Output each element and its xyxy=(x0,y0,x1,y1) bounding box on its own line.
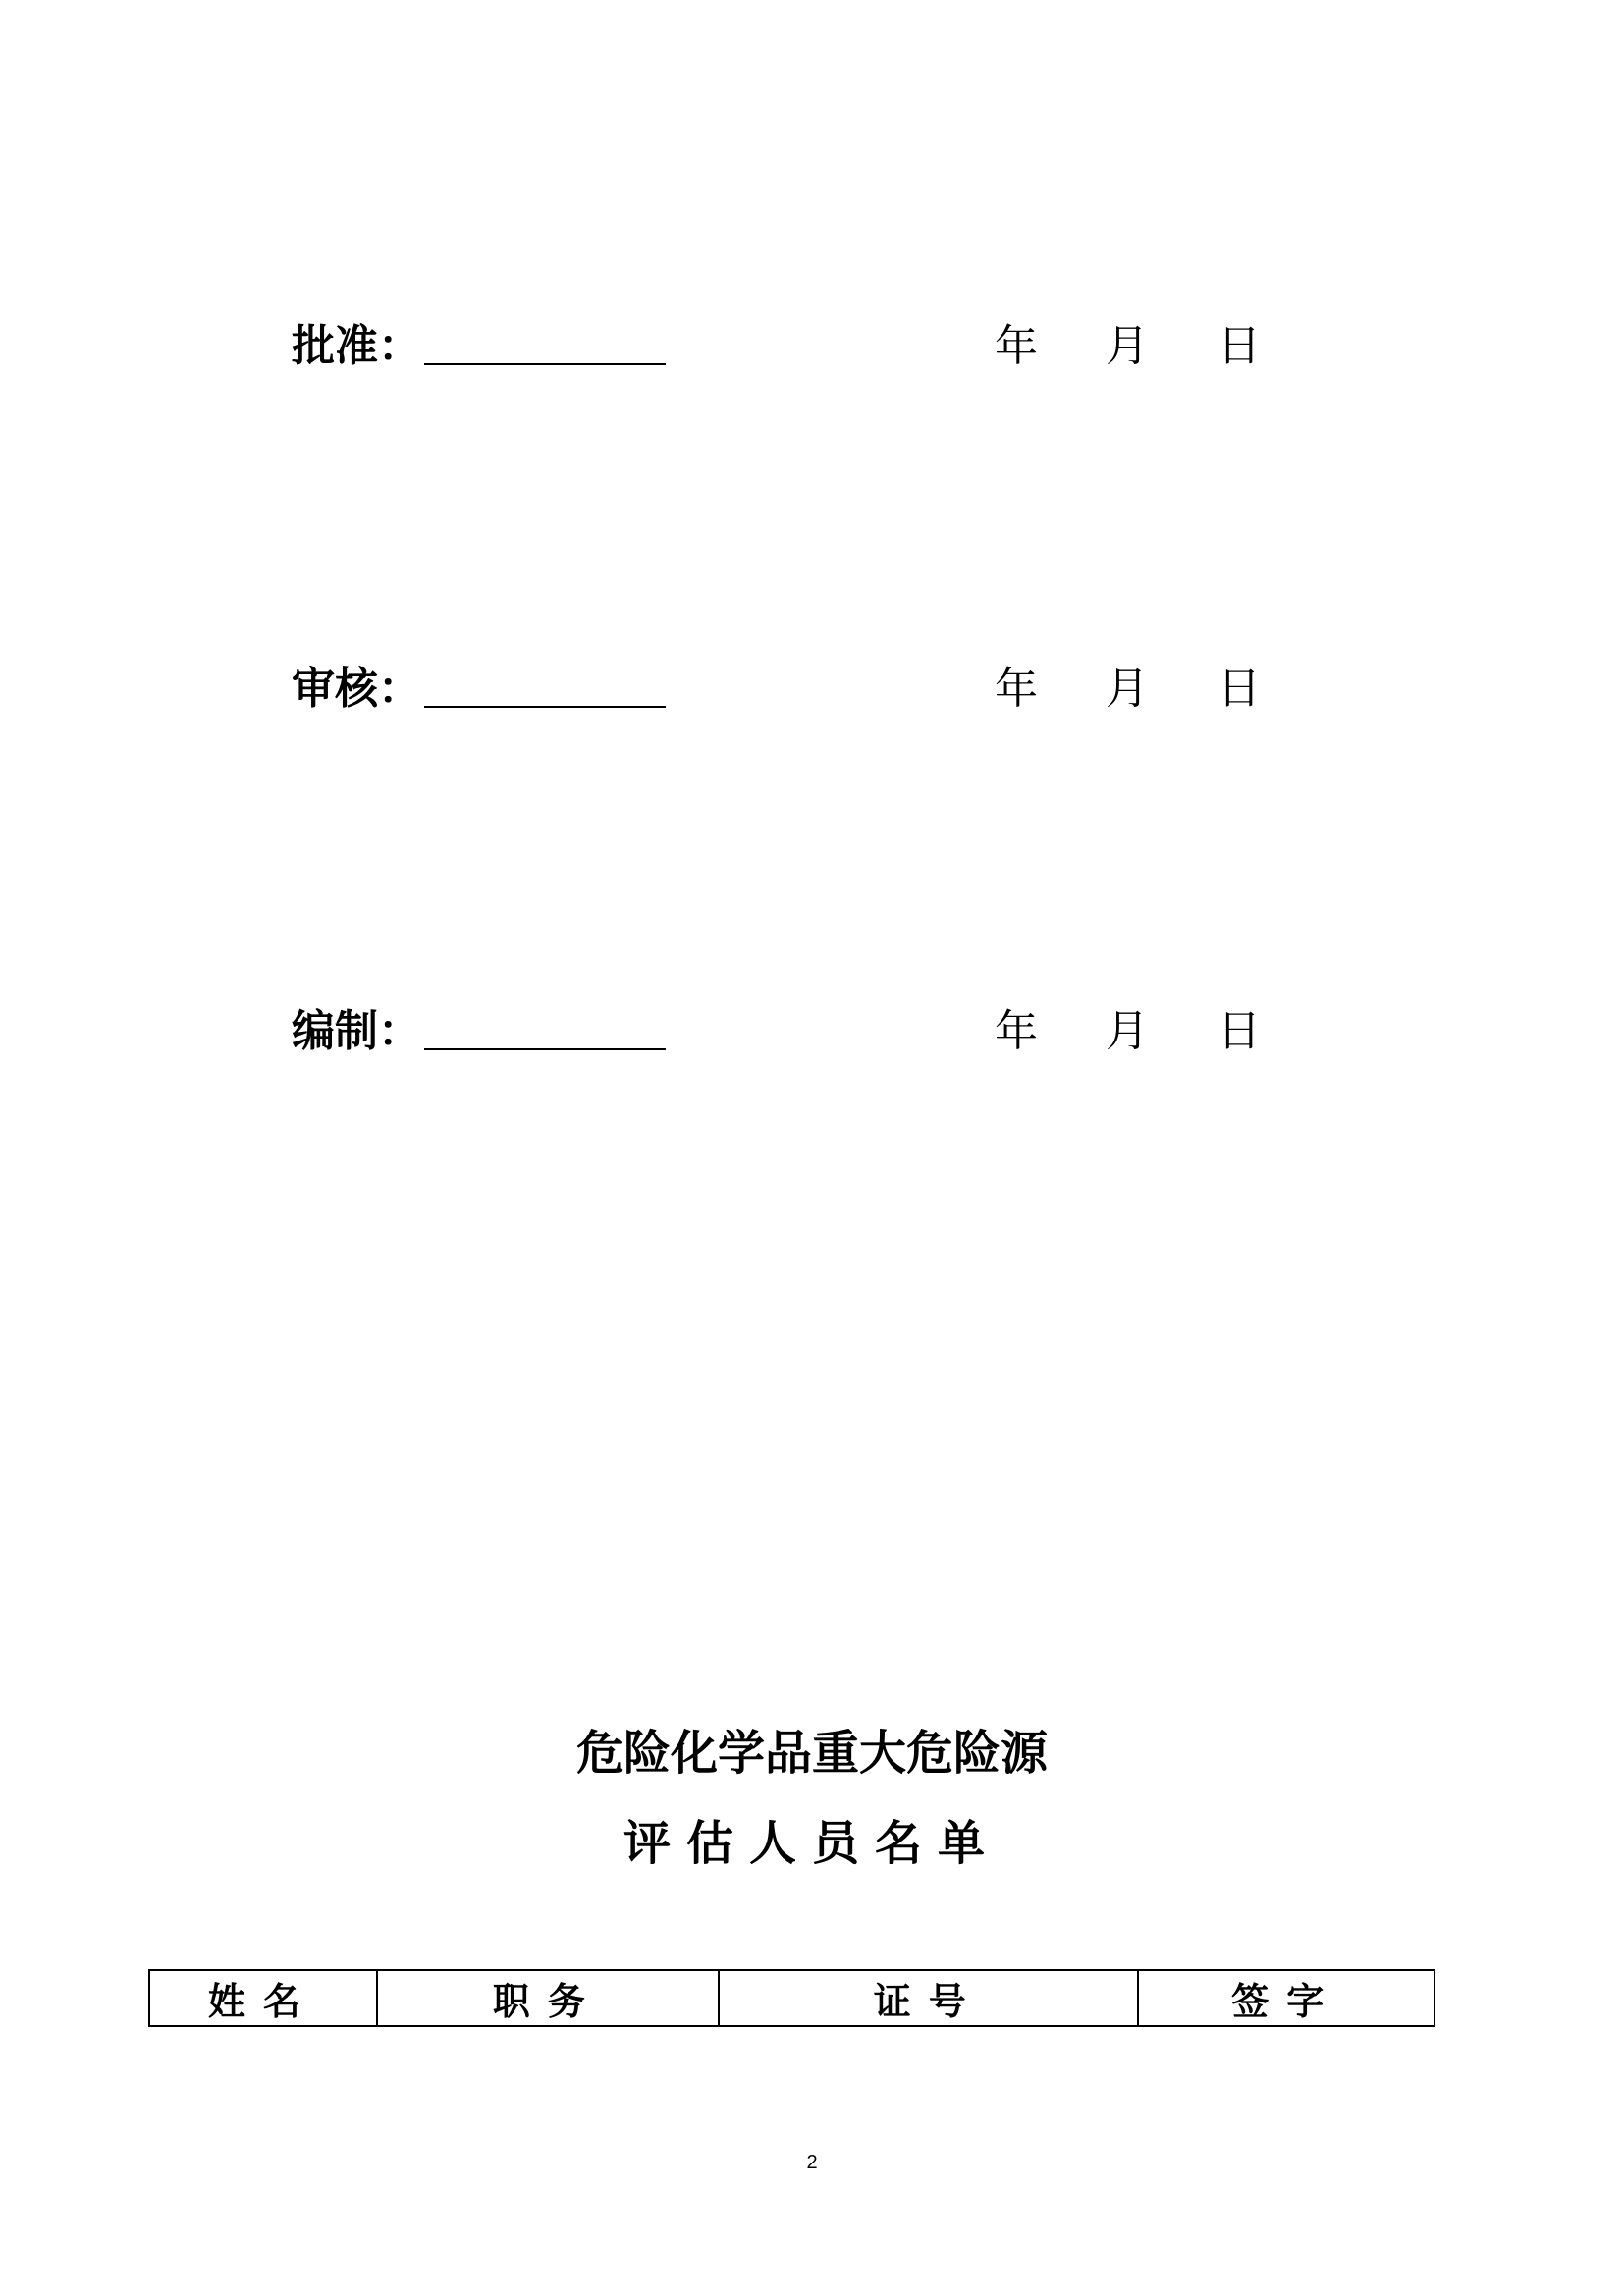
compile-day-label: 日 xyxy=(1218,1006,1261,1056)
column-header-position: 职务 xyxy=(377,1970,719,2026)
approve-label: 批准： xyxy=(292,321,421,371)
compile-month-label: 月 xyxy=(1106,1006,1149,1056)
assessor-table xyxy=(148,1969,1435,2027)
compile-signature-line[interactable] xyxy=(424,1048,666,1050)
column-header-signature: 签字 xyxy=(1138,1970,1435,2026)
approve-year-label: 年 xyxy=(995,321,1038,371)
signoff-row-approve xyxy=(0,304,1624,383)
document-subtitle: 评估人员名单 xyxy=(623,1816,1001,1871)
page-number: 2 xyxy=(806,2152,818,2173)
approve-month-label: 月 xyxy=(1106,321,1149,371)
review-day-label: 日 xyxy=(1218,664,1261,714)
approve-signature-line[interactable] xyxy=(424,363,666,365)
review-signature-line[interactable] xyxy=(424,706,666,708)
compile-year-label: 年 xyxy=(995,1006,1038,1056)
signoff-row-compile xyxy=(0,989,1624,1068)
table-header-row xyxy=(149,1970,1435,2026)
approve-day-label: 日 xyxy=(1218,321,1261,371)
signoff-row-review xyxy=(0,647,1624,725)
column-header-certificate: 证号 xyxy=(719,1970,1138,2026)
review-label: 审核： xyxy=(292,664,421,714)
column-header-name: 姓名 xyxy=(149,1970,377,2026)
compile-label: 编制： xyxy=(292,1006,421,1056)
document-title: 危险化学品重大危险源 xyxy=(575,1726,1048,1781)
review-year-label: 年 xyxy=(995,664,1038,714)
review-month-label: 月 xyxy=(1106,664,1149,714)
